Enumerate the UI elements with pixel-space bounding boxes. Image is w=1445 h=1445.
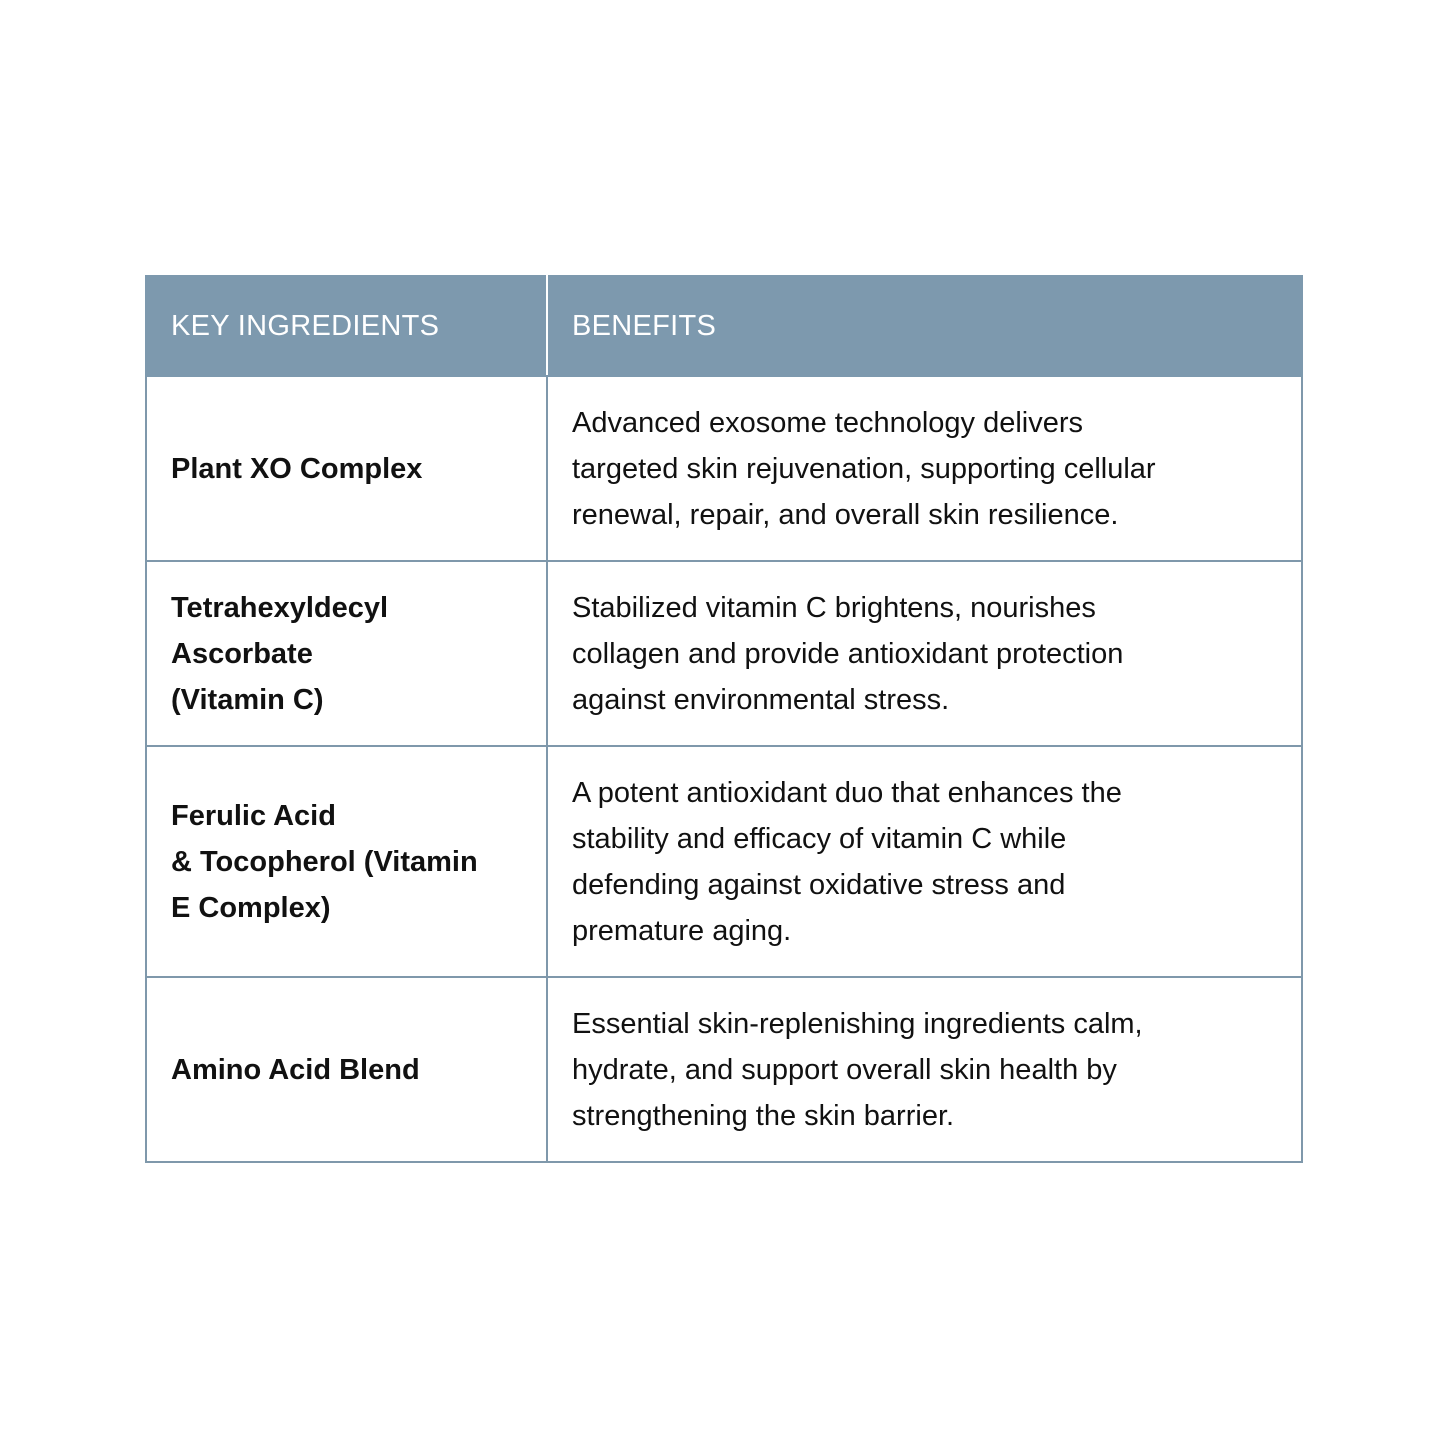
benefit-text: defending against oxidative stress and [572,868,1066,901]
benefit-text: collagen and provide antioxidant protection [572,637,1124,670]
ingredients-table-container [145,275,1301,1163]
ingredient-name: Ferulic Acid [171,799,336,832]
benefit-text: premature aging. [572,914,792,947]
ingredient-name: (Vitamin C) [171,683,324,716]
benefit-cell [547,376,1302,561]
benefit-text: stability and efficacy of vitamin C while [572,822,1067,855]
ingredient-name: Plant XO Complex [171,452,423,485]
table-row [146,977,1302,1162]
benefit-text: Essential skin-replenishing ingredients calm, [572,1007,1143,1040]
ingredient-cell [146,977,547,1162]
table-row [146,561,1302,746]
ingredient-name: Tetrahexyldecyl [171,591,389,624]
benefit-cell [547,977,1302,1162]
benefit-text: against environmental stress. [572,683,950,716]
benefit-text: A potent antioxidant duo that enhances the [572,776,1122,809]
ingredient-cell [146,746,547,977]
ingredient-cell [146,561,547,746]
table-row [146,376,1302,561]
benefit-text: renewal, repair, and overall skin resilience. [572,498,1119,531]
benefit-cell [547,561,1302,746]
header-benefits: BENEFITS [547,276,1302,376]
ingredient-name: Amino Acid Blend [171,1053,420,1086]
benefit-text: targeted skin rejuvenation, supporting cellular [572,452,1156,485]
ingredient-name: E Complex) [171,891,331,924]
table-header-row [146,276,1302,376]
benefit-text: strengthening the skin barrier. [572,1099,955,1132]
header-key-ingredients: KEY INGREDIENTS [146,276,547,376]
benefit-cell [547,746,1302,977]
ingredient-name: Ascorbate [171,637,313,670]
benefit-text: hydrate, and support overall skin health by [572,1053,1117,1086]
benefit-text: Advanced exosome technology delivers [572,406,1084,439]
ingredients-table [145,275,1303,1163]
table-row [146,746,1302,977]
benefit-text: Stabilized vitamin C brightens, nourishes [572,591,1096,624]
ingredient-name: & Tocopherol (Vitamin [171,845,478,878]
ingredient-cell [146,376,547,561]
